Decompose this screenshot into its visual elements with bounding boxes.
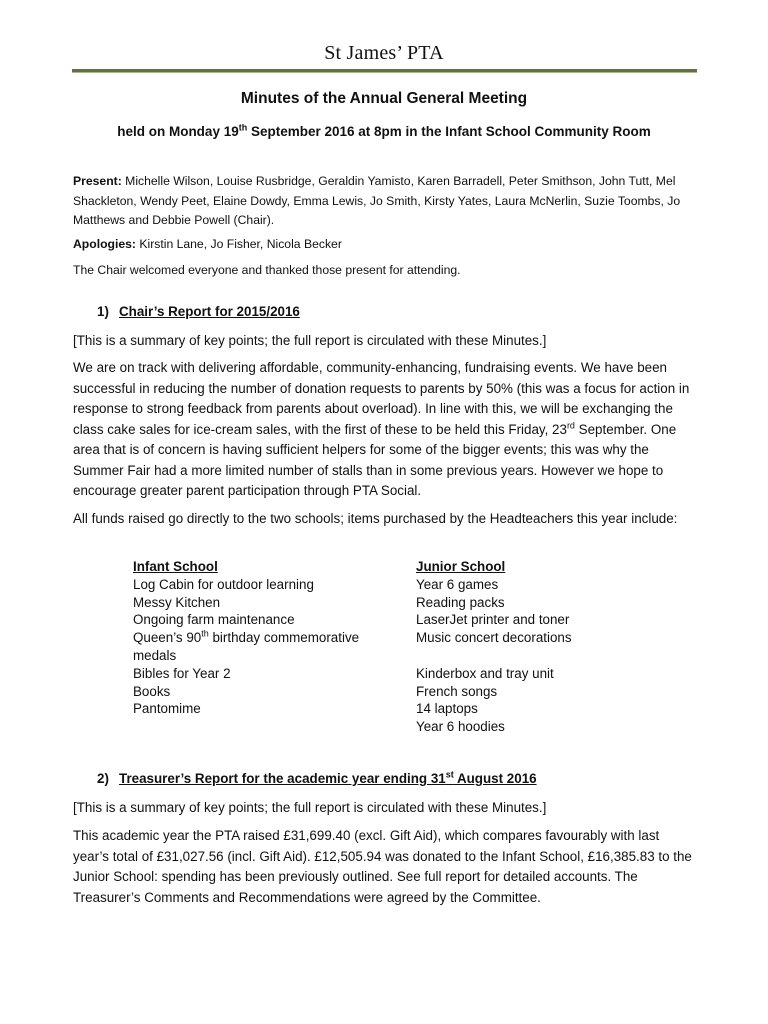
list-item: Kinderbox and tray unit <box>416 665 554 681</box>
list-item: Ongoing farm maintenance <box>133 612 295 628</box>
list-item: Log Cabin for outdoor learning <box>133 576 314 592</box>
list-item: Music concert decorations <box>416 630 572 646</box>
section-heading-treasurers-report: 2) Treasurer’s Report for the academic year ending 31st August 2016 <box>97 769 537 786</box>
page-title: St James’ PTA <box>324 42 444 64</box>
meeting-subtitle: held on Monday 19th September 2016 at 8pm in the Infant School Community Room <box>117 122 651 139</box>
junior-school-list <box>416 558 696 736</box>
list-item: Bibles for Year 2 <box>133 665 231 681</box>
list-spacer <box>416 647 696 665</box>
list-item: LaserJet printer and toner <box>416 612 570 628</box>
list-item: Pantomime <box>133 701 201 717</box>
chairs-report-text: We are on track with delivering affordable, community-enhancing, fundraising events. We have been successful in reducing the number of donation requests to parents by 50% (this was a focus for action in response to strong feedback from parents about overload). In line with this, we will be exchanging the class cake sales for ice-cream sales, with the first of these to be held this Friday, 23rd September. One area that is of concern is having sufficient helpers for some of the bigger events; this was why the Summer Fair had a more limited number of stalls than in some previous years. However we hope to encourage greater parent participation through PTA Social. <box>73 360 690 498</box>
meeting-title: Minutes of the Annual General Meeting <box>240 90 528 107</box>
apologies-names: Kirstin Lane, Jo Fisher, Nicola Becker <box>135 237 342 251</box>
junior-school-heading: Junior School <box>416 559 506 574</box>
treasurers-report-text: This academic year the PTA raised £31,699.40 (excl. Gift Aid), which compares favourably with last year’s total of £31,027.56 (incl. Gift Aid). £12,505.94 was donated to the Infant School, £16,385.83 to the Junior School: spending has been previously outlined. See full report for detailed accounts. The Treasurer’s Comments and Recommendations were agreed by the Committee. <box>73 828 692 905</box>
infant-school-list <box>133 558 388 718</box>
list-item: 14 laptops <box>416 701 478 717</box>
welcome-paragraph: The Chair welcomed everyone and thanked those present for attending. <box>73 263 461 277</box>
list-item: Messy Kitchen <box>133 594 221 610</box>
chairs-report-summary-note: [This is a summary of key points; the full report is circulated with these Minutes.] <box>73 333 547 348</box>
list-item: Queen’s 90th birthday commemorative medals <box>133 628 360 663</box>
list-item: French songs <box>416 683 498 699</box>
infant-school-heading: Infant School <box>133 559 218 574</box>
list-item: Year 6 games <box>416 576 499 592</box>
list-item: Books <box>133 683 171 699</box>
header-rule <box>72 69 697 73</box>
list-item: Reading packs <box>416 594 505 610</box>
funds-paragraph: All funds raised go directly to the two schools; items purchased by the Headteachers this year include: <box>73 511 678 526</box>
apologies-label: Apologies: <box>73 237 136 251</box>
apologies-paragraph <box>73 235 698 255</box>
list-item: Year 6 hoodies <box>416 719 505 735</box>
present-label: Present: <box>73 174 122 188</box>
section-heading-chairs-report: 1) Chair’s Report for 2015/2016 <box>97 304 300 319</box>
treasurers-report-summary-note: [This is a summary of key points; the full report is circulated with these Minutes.] <box>73 800 547 815</box>
present-paragraph <box>73 172 698 231</box>
present-names: Michelle Wilson, Louise Rusbridge, Geraldin Yamisto, Karen Barradell, Peter Smithson, John Tutt, Mel Shackleton, Wendy Peet, Elaine Dowdy, Emma Lewis, Jo Smith, Kirsty Yates, Laura McNerlin, Suzie Toombs, Jo Matthews and Debbie Powell (Chair). <box>73 174 681 227</box>
